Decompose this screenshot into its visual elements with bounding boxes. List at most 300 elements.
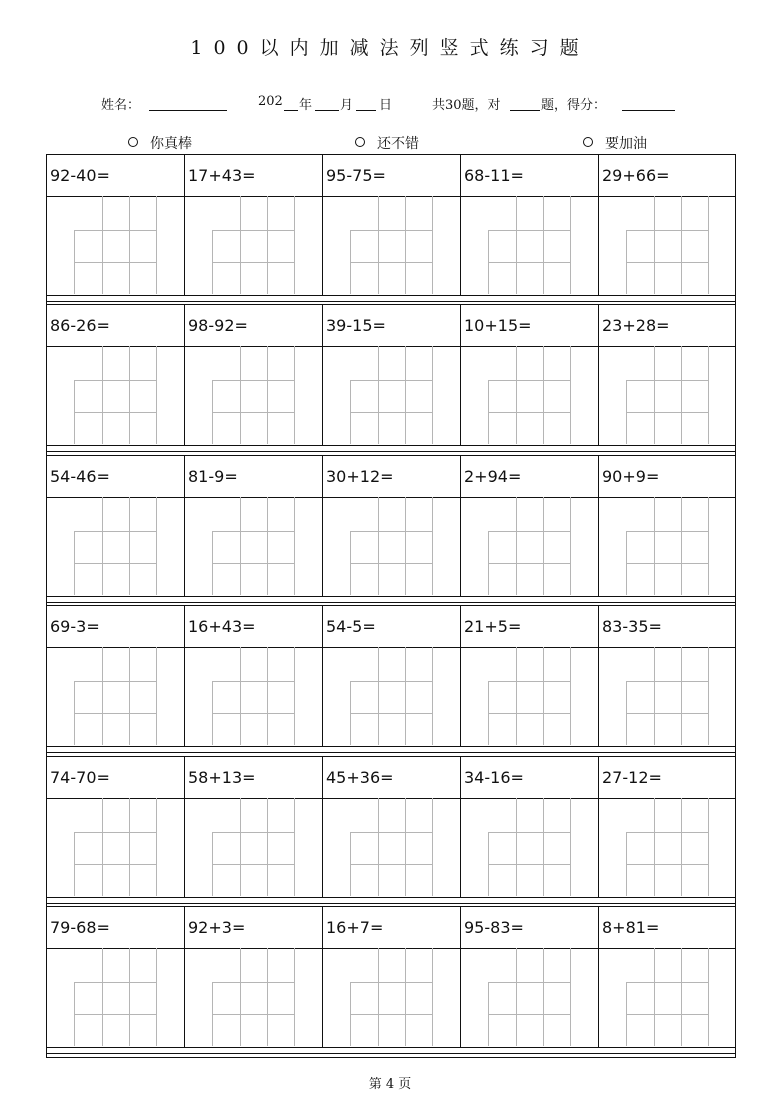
box-vertical-line bbox=[378, 497, 379, 595]
answer-work-boxes[interactable] bbox=[212, 798, 294, 896]
column-divider bbox=[460, 605, 461, 746]
problem-expression: 21+5= bbox=[464, 617, 522, 636]
box-vertical-line bbox=[570, 798, 571, 896]
answer-work-boxes[interactable] bbox=[488, 497, 570, 595]
answer-work-boxes[interactable] bbox=[350, 196, 432, 294]
box-vertical-line bbox=[405, 346, 406, 444]
column-divider bbox=[598, 154, 599, 295]
box-horizontal-line bbox=[350, 832, 432, 833]
problem-expression: 27-12= bbox=[602, 768, 662, 787]
year-blank[interactable] bbox=[284, 96, 298, 111]
box-vertical-line bbox=[654, 497, 655, 595]
answer-work-boxes[interactable] bbox=[626, 346, 708, 444]
box-vertical-line bbox=[488, 681, 489, 745]
row-top-line bbox=[46, 906, 736, 907]
box-vertical-line bbox=[240, 798, 241, 896]
answer-work-boxes[interactable] bbox=[212, 948, 294, 1046]
box-vertical-line bbox=[405, 497, 406, 595]
box-vertical-line bbox=[267, 948, 268, 1046]
box-vertical-line bbox=[102, 346, 103, 444]
column-divider bbox=[322, 304, 323, 445]
box-vertical-line bbox=[654, 196, 655, 294]
box-horizontal-line bbox=[350, 262, 432, 263]
box-vertical-line bbox=[267, 497, 268, 595]
correct-blank[interactable] bbox=[510, 96, 540, 111]
box-vertical-line bbox=[240, 196, 241, 294]
column-divider bbox=[460, 304, 461, 445]
box-horizontal-line bbox=[488, 380, 570, 381]
box-vertical-line bbox=[516, 196, 517, 294]
box-horizontal-line bbox=[488, 681, 570, 682]
box-vertical-line bbox=[543, 948, 544, 1046]
box-horizontal-line bbox=[212, 230, 294, 231]
box-horizontal-line bbox=[626, 563, 708, 564]
box-vertical-line bbox=[516, 346, 517, 444]
box-horizontal-line bbox=[74, 681, 156, 682]
problem-expression: 45+36= bbox=[326, 768, 394, 787]
column-divider bbox=[598, 756, 599, 897]
month-blank[interactable] bbox=[315, 96, 339, 111]
box-horizontal-line bbox=[626, 1014, 708, 1015]
worksheet-title: 100以内加减法列竖式练习题 bbox=[190, 37, 590, 59]
box-horizontal-line bbox=[626, 982, 708, 983]
box-vertical-line bbox=[488, 531, 489, 595]
box-vertical-line bbox=[129, 346, 130, 444]
box-vertical-line bbox=[626, 531, 627, 595]
box-vertical-line bbox=[156, 798, 157, 896]
circle-icon bbox=[355, 137, 365, 147]
box-vertical-line bbox=[681, 497, 682, 595]
box-vertical-line bbox=[378, 346, 379, 444]
box-horizontal-line bbox=[626, 380, 708, 381]
box-vertical-line bbox=[432, 346, 433, 444]
box-vertical-line bbox=[432, 948, 433, 1046]
box-vertical-line bbox=[626, 832, 627, 896]
box-vertical-line bbox=[74, 982, 75, 1046]
problem-expression: 17+43= bbox=[188, 166, 256, 185]
box-vertical-line bbox=[156, 497, 157, 595]
box-horizontal-line bbox=[626, 412, 708, 413]
year-label: 年 bbox=[299, 98, 313, 113]
answer-work-boxes[interactable] bbox=[350, 647, 432, 745]
box-horizontal-line bbox=[212, 864, 294, 865]
box-vertical-line bbox=[294, 948, 295, 1046]
column-divider bbox=[184, 756, 185, 897]
box-vertical-line bbox=[378, 948, 379, 1046]
box-horizontal-line bbox=[74, 412, 156, 413]
box-horizontal-line bbox=[350, 230, 432, 231]
box-vertical-line bbox=[570, 948, 571, 1046]
box-vertical-line bbox=[267, 196, 268, 294]
box-vertical-line bbox=[102, 647, 103, 745]
answer-work-boxes[interactable] bbox=[626, 497, 708, 595]
row-bottom-line bbox=[46, 746, 736, 747]
problem-expression: 39-15= bbox=[326, 316, 386, 335]
box-horizontal-line bbox=[350, 563, 432, 564]
column-divider bbox=[598, 455, 599, 596]
box-vertical-line bbox=[378, 798, 379, 896]
column-divider bbox=[322, 756, 323, 897]
box-horizontal-line bbox=[74, 563, 156, 564]
box-vertical-line bbox=[626, 380, 627, 444]
box-horizontal-line bbox=[626, 262, 708, 263]
box-vertical-line bbox=[432, 196, 433, 294]
answer-work-boxes[interactable] bbox=[74, 647, 156, 745]
box-vertical-line bbox=[212, 230, 213, 294]
box-vertical-line bbox=[432, 647, 433, 745]
problem-expression: 92+3= bbox=[188, 918, 246, 937]
box-horizontal-line bbox=[212, 713, 294, 714]
box-vertical-line bbox=[405, 196, 406, 294]
box-horizontal-line bbox=[350, 1014, 432, 1015]
problem-expression: 98-92= bbox=[188, 316, 248, 335]
problem-expression: 29+66= bbox=[602, 166, 670, 185]
row-top-line bbox=[46, 756, 736, 757]
box-vertical-line bbox=[405, 948, 406, 1046]
box-vertical-line bbox=[267, 346, 268, 444]
box-vertical-line bbox=[350, 832, 351, 896]
answer-work-boxes[interactable] bbox=[488, 948, 570, 1046]
box-vertical-line bbox=[378, 647, 379, 745]
box-horizontal-line bbox=[212, 262, 294, 263]
box-vertical-line bbox=[129, 196, 130, 294]
box-vertical-line bbox=[543, 196, 544, 294]
box-horizontal-line bbox=[212, 380, 294, 381]
box-vertical-line bbox=[708, 196, 709, 294]
column-divider bbox=[598, 906, 599, 1047]
problem-expression: 81-9= bbox=[188, 467, 238, 486]
box-horizontal-line bbox=[488, 230, 570, 231]
box-horizontal-line bbox=[626, 230, 708, 231]
row-bottom-line bbox=[46, 596, 736, 597]
column-divider bbox=[184, 304, 185, 445]
problem-expression: 86-26= bbox=[50, 316, 110, 335]
box-vertical-line bbox=[350, 982, 351, 1046]
box-horizontal-line bbox=[488, 832, 570, 833]
row-bottom-double-line bbox=[46, 903, 736, 904]
question-label: 题，得分： bbox=[541, 98, 607, 113]
answer-work-boxes[interactable] bbox=[350, 346, 432, 444]
problem-expression: 92-40= bbox=[50, 166, 110, 185]
box-horizontal-line bbox=[350, 864, 432, 865]
box-vertical-line bbox=[543, 798, 544, 896]
box-vertical-line bbox=[626, 230, 627, 294]
column-divider bbox=[184, 605, 185, 746]
box-vertical-line bbox=[516, 497, 517, 595]
box-vertical-line bbox=[240, 346, 241, 444]
answer-work-boxes[interactable] bbox=[74, 346, 156, 444]
answer-work-boxes[interactable] bbox=[488, 798, 570, 896]
box-horizontal-line bbox=[488, 563, 570, 564]
box-vertical-line bbox=[681, 196, 682, 294]
problem-expression: 90+9= bbox=[602, 467, 660, 486]
problem-expression: 16+7= bbox=[326, 918, 384, 937]
column-divider bbox=[322, 906, 323, 1047]
box-vertical-line bbox=[708, 346, 709, 444]
box-horizontal-line bbox=[212, 832, 294, 833]
box-vertical-line bbox=[543, 647, 544, 745]
box-vertical-line bbox=[294, 497, 295, 595]
box-vertical-line bbox=[156, 647, 157, 745]
answer-work-boxes[interactable] bbox=[488, 647, 570, 745]
row-bottom-double-line bbox=[46, 451, 736, 452]
box-vertical-line bbox=[212, 982, 213, 1046]
answer-work-boxes[interactable] bbox=[350, 798, 432, 896]
box-vertical-line bbox=[129, 798, 130, 896]
box-horizontal-line bbox=[488, 713, 570, 714]
name-blank[interactable] bbox=[149, 96, 227, 111]
box-vertical-line bbox=[516, 948, 517, 1046]
box-vertical-line bbox=[102, 497, 103, 595]
box-horizontal-line bbox=[74, 982, 156, 983]
answer-work-boxes[interactable] bbox=[626, 196, 708, 294]
box-vertical-line bbox=[350, 230, 351, 294]
box-vertical-line bbox=[654, 798, 655, 896]
box-vertical-line bbox=[570, 647, 571, 745]
box-horizontal-line bbox=[488, 412, 570, 413]
column-divider bbox=[322, 154, 323, 295]
box-horizontal-line bbox=[350, 713, 432, 714]
box-horizontal-line bbox=[74, 864, 156, 865]
column-divider bbox=[598, 304, 599, 445]
row-top-line bbox=[46, 605, 736, 606]
box-vertical-line bbox=[681, 647, 682, 745]
box-vertical-line bbox=[294, 647, 295, 745]
problem-expression: 95-83= bbox=[464, 918, 524, 937]
box-vertical-line bbox=[488, 380, 489, 444]
box-vertical-line bbox=[681, 948, 682, 1046]
month-label: 月 bbox=[340, 98, 354, 113]
box-vertical-line bbox=[543, 497, 544, 595]
box-vertical-line bbox=[708, 798, 709, 896]
box-vertical-line bbox=[156, 346, 157, 444]
box-horizontal-line bbox=[212, 1014, 294, 1015]
box-vertical-line bbox=[570, 196, 571, 294]
box-horizontal-line bbox=[350, 380, 432, 381]
problem-expression: 2+94= bbox=[464, 467, 522, 486]
problem-expression: 58+13= bbox=[188, 768, 256, 787]
box-vertical-line bbox=[102, 948, 103, 1046]
answer-work-boxes[interactable] bbox=[212, 497, 294, 595]
box-horizontal-line bbox=[488, 982, 570, 983]
problem-expression: 54-46= bbox=[50, 467, 110, 486]
box-horizontal-line bbox=[626, 531, 708, 532]
row-bottom-double-line bbox=[46, 1053, 736, 1054]
total-label: 共30题，对 bbox=[432, 98, 501, 113]
box-vertical-line bbox=[212, 681, 213, 745]
box-horizontal-line bbox=[350, 681, 432, 682]
row-bottom-double-line bbox=[46, 752, 736, 753]
box-vertical-line bbox=[102, 196, 103, 294]
box-vertical-line bbox=[350, 531, 351, 595]
answer-work-boxes[interactable] bbox=[488, 196, 570, 294]
problem-expression: 8+81= bbox=[602, 918, 660, 937]
grid-bottom-line bbox=[46, 1057, 736, 1058]
problem-expression: 68-11= bbox=[464, 166, 524, 185]
box-vertical-line bbox=[240, 647, 241, 745]
box-vertical-line bbox=[570, 497, 571, 595]
problem-expression: 95-75= bbox=[326, 166, 386, 185]
box-vertical-line bbox=[212, 832, 213, 896]
box-vertical-line bbox=[240, 497, 241, 595]
answer-work-boxes[interactable] bbox=[74, 196, 156, 294]
praise-option-3[interactable]: 要加油 bbox=[583, 133, 647, 153]
box-vertical-line bbox=[516, 647, 517, 745]
column-divider bbox=[598, 605, 599, 746]
circle-icon bbox=[128, 137, 138, 147]
box-vertical-line bbox=[432, 497, 433, 595]
box-vertical-line bbox=[74, 531, 75, 595]
year-prefix: 202 bbox=[258, 94, 283, 109]
column-divider bbox=[460, 455, 461, 596]
box-horizontal-line bbox=[74, 1014, 156, 1015]
day-blank[interactable] bbox=[356, 96, 376, 111]
box-vertical-line bbox=[129, 948, 130, 1046]
column-divider bbox=[460, 154, 461, 295]
box-vertical-line bbox=[102, 798, 103, 896]
box-vertical-line bbox=[654, 948, 655, 1046]
box-vertical-line bbox=[129, 497, 130, 595]
box-vertical-line bbox=[294, 196, 295, 294]
box-horizontal-line bbox=[212, 982, 294, 983]
row-top-line bbox=[46, 154, 736, 155]
name-label: 姓名： bbox=[101, 98, 141, 113]
box-horizontal-line bbox=[626, 713, 708, 714]
answer-work-boxes[interactable] bbox=[74, 798, 156, 896]
answer-work-boxes[interactable] bbox=[212, 346, 294, 444]
box-vertical-line bbox=[405, 798, 406, 896]
column-divider bbox=[184, 455, 185, 596]
row-bottom-line bbox=[46, 897, 736, 898]
problem-expression: 10+15= bbox=[464, 316, 532, 335]
answer-work-boxes[interactable] bbox=[212, 196, 294, 294]
problem-expression: 34-16= bbox=[464, 768, 524, 787]
answer-work-boxes[interactable] bbox=[626, 798, 708, 896]
answer-work-boxes[interactable] bbox=[74, 948, 156, 1046]
box-vertical-line bbox=[129, 647, 130, 745]
answer-work-boxes[interactable] bbox=[488, 346, 570, 444]
row-bottom-line bbox=[46, 295, 736, 296]
answer-work-boxes[interactable] bbox=[626, 647, 708, 745]
box-vertical-line bbox=[681, 798, 682, 896]
box-horizontal-line bbox=[488, 262, 570, 263]
box-vertical-line bbox=[543, 346, 544, 444]
row-top-line bbox=[46, 304, 736, 305]
box-vertical-line bbox=[156, 196, 157, 294]
box-horizontal-line bbox=[626, 832, 708, 833]
box-vertical-line bbox=[294, 346, 295, 444]
box-horizontal-line bbox=[488, 1014, 570, 1015]
column-divider bbox=[184, 154, 185, 295]
box-horizontal-line bbox=[212, 531, 294, 532]
box-vertical-line bbox=[708, 948, 709, 1046]
column-divider bbox=[322, 455, 323, 596]
row-bottom-line bbox=[46, 445, 736, 446]
answer-work-boxes[interactable] bbox=[626, 948, 708, 1046]
column-divider bbox=[322, 605, 323, 746]
problem-expression: 79-68= bbox=[50, 918, 110, 937]
box-horizontal-line bbox=[350, 982, 432, 983]
column-divider bbox=[184, 906, 185, 1047]
circle-icon bbox=[583, 137, 593, 147]
box-horizontal-line bbox=[488, 531, 570, 532]
problem-expression: 30+12= bbox=[326, 467, 394, 486]
box-vertical-line bbox=[212, 380, 213, 444]
box-vertical-line bbox=[350, 681, 351, 745]
problem-expression: 54-5= bbox=[326, 617, 376, 636]
box-vertical-line bbox=[378, 196, 379, 294]
row-top-line bbox=[46, 455, 736, 456]
problem-expression: 23+28= bbox=[602, 316, 670, 335]
box-horizontal-line bbox=[212, 681, 294, 682]
box-vertical-line bbox=[708, 497, 709, 595]
box-horizontal-line bbox=[350, 531, 432, 532]
box-vertical-line bbox=[294, 798, 295, 896]
column-divider bbox=[460, 906, 461, 1047]
answer-work-boxes[interactable] bbox=[212, 647, 294, 745]
box-vertical-line bbox=[156, 948, 157, 1046]
box-vertical-line bbox=[654, 346, 655, 444]
box-vertical-line bbox=[654, 647, 655, 745]
box-horizontal-line bbox=[212, 563, 294, 564]
box-vertical-line bbox=[212, 531, 213, 595]
box-vertical-line bbox=[708, 647, 709, 745]
box-vertical-line bbox=[488, 230, 489, 294]
row-bottom-double-line bbox=[46, 301, 736, 302]
score-blank[interactable] bbox=[622, 96, 675, 111]
day-label: 日 bbox=[379, 98, 393, 113]
box-vertical-line bbox=[432, 798, 433, 896]
box-vertical-line bbox=[681, 346, 682, 444]
box-vertical-line bbox=[74, 380, 75, 444]
praise-option-1[interactable]: 你真棒 bbox=[128, 133, 192, 153]
box-horizontal-line bbox=[74, 531, 156, 532]
box-horizontal-line bbox=[488, 864, 570, 865]
box-horizontal-line bbox=[74, 380, 156, 381]
box-vertical-line bbox=[74, 230, 75, 294]
problem-expression: 16+43= bbox=[188, 617, 256, 636]
problem-expression: 83-35= bbox=[602, 617, 662, 636]
box-vertical-line bbox=[570, 346, 571, 444]
box-vertical-line bbox=[74, 832, 75, 896]
box-vertical-line bbox=[405, 647, 406, 745]
box-horizontal-line bbox=[74, 230, 156, 231]
box-vertical-line bbox=[626, 681, 627, 745]
problem-expression: 74-70= bbox=[50, 768, 110, 787]
praise-option-2[interactable]: 还不错 bbox=[355, 133, 419, 153]
box-horizontal-line bbox=[626, 681, 708, 682]
problem-expression: 69-3= bbox=[50, 617, 100, 636]
box-horizontal-line bbox=[212, 412, 294, 413]
box-vertical-line bbox=[488, 832, 489, 896]
box-horizontal-line bbox=[626, 864, 708, 865]
row-bottom-line bbox=[46, 1047, 736, 1048]
box-vertical-line bbox=[267, 647, 268, 745]
box-vertical-line bbox=[488, 982, 489, 1046]
box-horizontal-line bbox=[74, 832, 156, 833]
box-vertical-line bbox=[267, 798, 268, 896]
box-vertical-line bbox=[516, 798, 517, 896]
box-vertical-line bbox=[240, 948, 241, 1046]
answer-work-boxes[interactable] bbox=[350, 948, 432, 1046]
box-vertical-line bbox=[626, 982, 627, 1046]
page-number: 第 4 页 bbox=[368, 1077, 412, 1092]
answer-work-boxes[interactable] bbox=[74, 497, 156, 595]
box-vertical-line bbox=[74, 681, 75, 745]
column-divider bbox=[460, 756, 461, 897]
answer-work-boxes[interactable] bbox=[350, 497, 432, 595]
box-horizontal-line bbox=[350, 412, 432, 413]
